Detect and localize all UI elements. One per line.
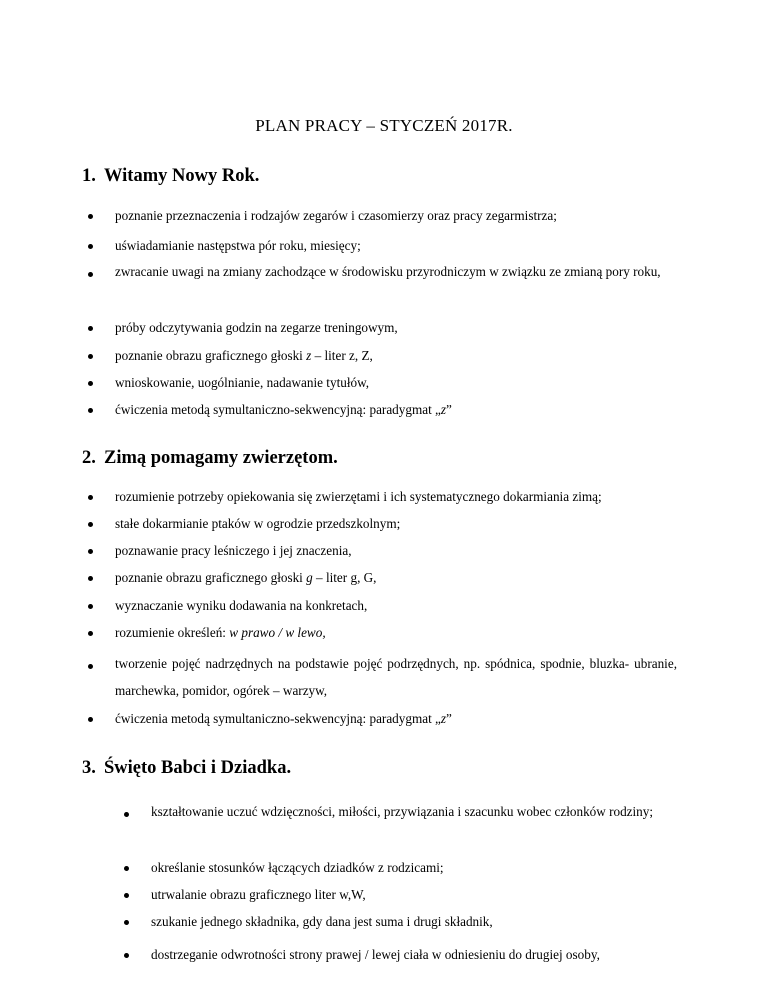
section-number: 2. xyxy=(82,448,96,468)
list-item-text: dostrzeganie odwrotności strony prawej / lewej ciała w odniesieniu do drugiej osoby, xyxy=(151,947,600,962)
bullet-icon xyxy=(88,664,93,669)
list-item-text: kształtowanie uczuć wdzięczności, miłości, przywiązania i szacunku wobec członków rodziny; xyxy=(151,804,654,819)
bullet-icon xyxy=(88,408,93,413)
list-item-text: rozumienie potrzeby opiekowania się zwierzętami i ich systematycznego dokarmiania zimą; xyxy=(115,489,602,504)
section-title: Zimą pomagamy zwierzętom. xyxy=(104,448,338,468)
section-heading xyxy=(82,166,259,187)
section-heading xyxy=(82,758,291,779)
list-item-text: poznanie przeznaczenia i rodzajów zegarów i czasomierzy oraz pracy zegarmistrza; xyxy=(115,208,557,223)
bullet-icon xyxy=(88,244,93,249)
page-title: PLAN PRACY – STYCZEŃ 2017R. xyxy=(255,116,513,135)
list-item-text: stałe dokarmianie ptaków w ogrodzie przedszkolnym; xyxy=(115,516,401,531)
bullet-icon xyxy=(88,549,93,554)
list-item-text: określanie stosunków łączących dziadków z rodzicami; xyxy=(151,860,444,875)
bullet-icon xyxy=(88,214,93,219)
section-title: Święto Babci i Dziadka. xyxy=(104,758,292,778)
list-item-text: poznawanie pracy leśniczego i jej znaczenia, xyxy=(115,543,352,558)
bullet-icon xyxy=(88,495,93,500)
list-item-text: tworzenie pojęć nadrzędnych na podstawie pojęć podrzędnych, np. spódnica, spodnie, bluzka- ubranie, marchewka, pomidor, ogórek – warzyw, xyxy=(115,656,677,698)
list-item-text: ćwiczenia metodą symultaniczno-sekwencyjną: paradygmat „z” xyxy=(115,711,452,726)
section-title: Witamy Nowy Rok. xyxy=(104,166,260,186)
list-item-text: wyznaczanie wyniku dodawania na konkretach, xyxy=(115,598,368,613)
bullet-icon xyxy=(124,866,129,871)
list-item-text: próby odczytywania godzin na zegarze treningowym, xyxy=(115,320,398,335)
list-item-text: rozumienie określeń: w prawo / w lewo, xyxy=(115,625,326,640)
list-item-text: utrwalanie obrazu graficznego liter w,W, xyxy=(151,887,366,902)
bullet-icon xyxy=(88,381,93,386)
bullet-icon xyxy=(88,717,93,722)
list-item-text: poznanie obrazu graficznego głoski z – liter z, Z, xyxy=(115,348,373,363)
bullet-icon xyxy=(88,576,93,581)
bullet-icon xyxy=(124,953,129,958)
list-item-text: poznanie obrazu graficznego głoski g – liter g, G, xyxy=(115,570,377,585)
bullet-icon xyxy=(88,604,93,609)
bullet-icon xyxy=(88,522,93,527)
list-item-text: szukanie jednego składnika, gdy dana jest suma i drugi składnik, xyxy=(151,914,493,929)
bullet-icon xyxy=(88,326,93,331)
bullet-icon xyxy=(124,812,129,817)
bullet-icon xyxy=(124,920,129,925)
list-item-text: wnioskowanie, uogólnianie, nadawanie tytułów, xyxy=(115,375,370,390)
bullet-icon xyxy=(88,631,93,636)
section-number: 1. xyxy=(82,166,96,186)
list-item-text: uświadamianie następstwa pór roku, miesięcy; xyxy=(115,238,361,253)
bullet-icon xyxy=(124,893,129,898)
section-heading xyxy=(82,448,338,469)
list-item-text: zwracanie uwagi na zmiany zachodzące w środowisku przyrodniczym w związku ze zmianą pory roku, xyxy=(115,264,661,279)
list-item-text: ćwiczenia metodą symultaniczno-sekwencyjną: paradygmat „z” xyxy=(115,402,452,417)
bullet-icon xyxy=(88,272,93,277)
bullet-icon xyxy=(88,354,93,359)
section-number: 3. xyxy=(82,758,96,778)
